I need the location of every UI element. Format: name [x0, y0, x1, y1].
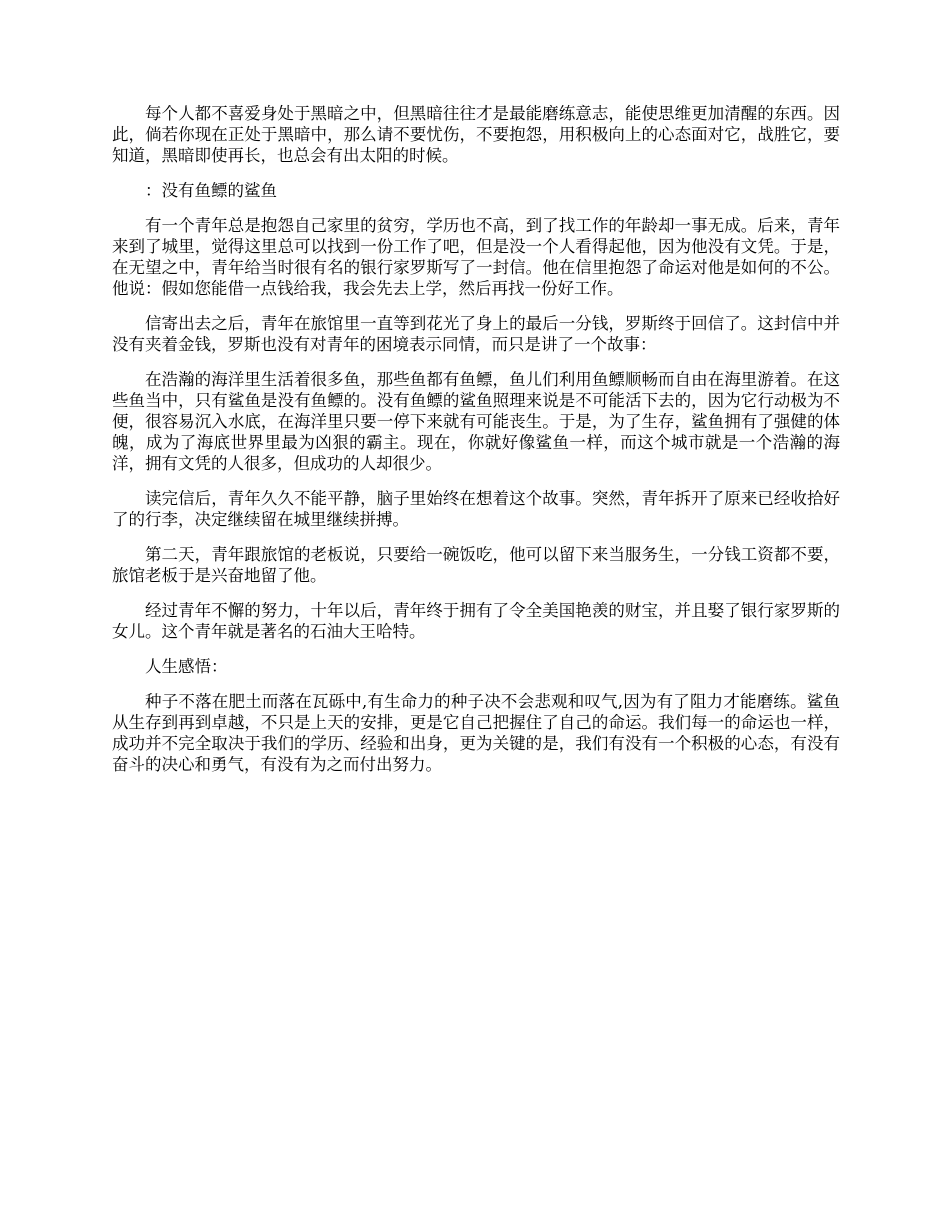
paragraph-story-start: 有一个青年总是抱怨自己家里的贫穷，学历也不高，到了找工作的年龄却一事无成。后来，青年来到了城里，觉得这里总可以找到一份工作了吧，但是没一个人看得起他，因为他没有文凭。于是，在无望之中，青年给当时很有名的银行家罗斯写了一封信。他在信里抱怨了命运对他是如何的不公。他说：假如您能借一点钱给我，我会先去上学，然后再找一份好工作。	[112, 216, 840, 298]
paragraph-shark-story: 在浩瀚的海洋里生活着很多鱼，那些鱼都有鱼鳔，鱼儿们利用鱼鳔顺畅而自由在海里游着。在这些鱼当中，只有鲨鱼是没有鱼鳔的。没有鱼鳔的鲨鱼照理来说是不可能活下去的，因为它行动极为不便，很容易沉入水底，在海洋里只要一停下来就有可能丧生。于是，为了生存，鲨鱼拥有了强健的体魄，成为了海底世界里最为凶狠的霸主。现在，你就好像鲨鱼一样，而这个城市就是一个浩瀚的海洋，拥有文凭的人很多，但成功的人却很少。	[112, 370, 840, 473]
life-insight-heading: 人生感悟：	[145, 657, 228, 676]
paragraph-intro: 每个人都不喜爱身处于黑暗之中，但黑暗往往才是最能磨练意志，能使思维更加清醒的东西。因此，倘若你现在正处于黑暗中，那么请不要忧伤，不要抱怨，用积极向上的心态面对它，战胜它，要知道，黑暗即使再长，也总会有出太阳的时候。	[112, 104, 840, 165]
paragraph-after-reading: 读完信后，青年久久不能平静，脑子里始终在想着这个故事。突然，青年拆开了原来已经收拾好了的行李，决定继续留在城里继续拼搏。	[112, 489, 840, 529]
paragraph-life-insight: 种子不落在肥土而落在瓦砾中,有生命力的种子决不会悲观和叹气,因为有了阻力才能磨练。鲨鱼从生存到再到卓越，不只是上天的安排，更是它自己把握住了自己的命运。我们每一的命运也一样，成功并不完全取决于我们的学历、经验和出身，更为关键的是，我们有没有一个积极的心态，有没有奋斗的决心和勇气，有没有为之而付出努力。	[112, 692, 840, 774]
paragraph-next-day: 第二天，青年跟旅馆的老板说，只要给一碗饭吃，他可以留下来当服务生，一分钱工资都不要，旅馆老板于是兴奋地留了他。	[112, 545, 840, 585]
section-title: ：没有鱼鳔的鲨鱼	[145, 181, 277, 200]
paragraph-ten-years-later: 经过青年不懈的努力，十年以后，青年终于拥有了令全美国艳羡的财宝，并且娶了银行家罗斯的女儿。这个青年就是著名的石油大王哈特。	[112, 601, 840, 641]
paragraph-letter-reply: 信寄出去之后，青年在旅馆里一直等到花光了身上的最后一分钱，罗斯终于回信了。这封信中并没有夹着金钱，罗斯也没有对青年的困境表示同情，而只是讲了一个故事：	[112, 314, 840, 354]
document-body	[112, 103, 840, 789]
